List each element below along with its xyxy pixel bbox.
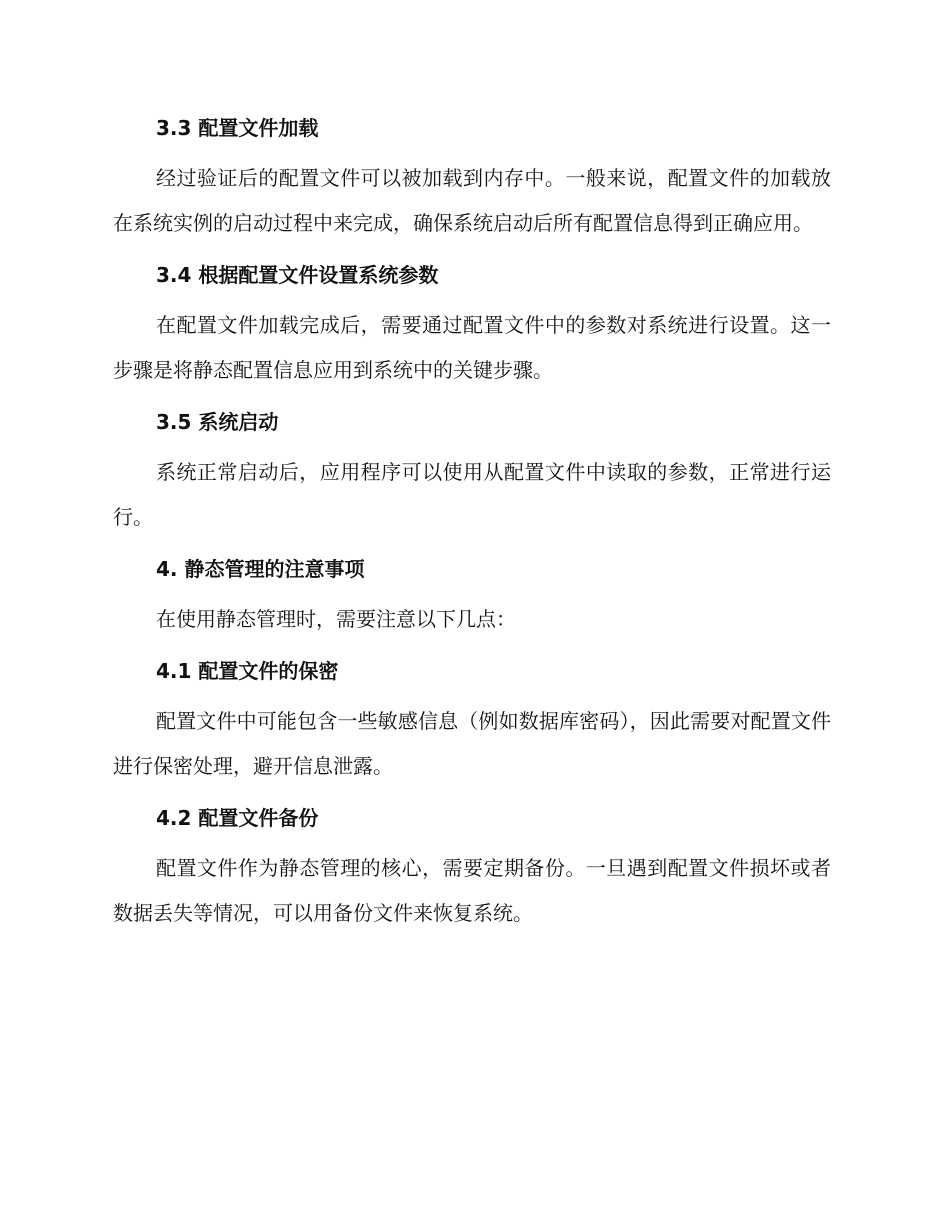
section-paragraph-3-5: 系统正常启动后，应用程序可以使用从配置文件中读取的参数，正常进行运行。 (113, 460, 831, 529)
section-paragraph-3-3: 经过验证后的配置文件可以被加载到内存中。一般来说，配置文件的加载放在系统实例的启动过程中来完成，确保系统启动后所有配置信息得到正确应用。 (113, 166, 831, 235)
section-heading-3-5: 3.5 系统启动 (156, 410, 279, 434)
section-paragraph-4-2: 配置文件作为静态管理的核心，需要定期备份。一旦遇到配置文件损坏或者数据丢失等情况，可以用备份文件来恢复系统。 (113, 856, 831, 925)
section-paragraph-3-4: 在配置文件加载完成后，需要通过配置文件中的参数对系统进行设置。这一步骤是将静态配置信息应用到系统中的关键步骤。 (113, 313, 831, 382)
section-heading-4-1: 4.1 配置文件的保密 (156, 659, 339, 683)
section-heading-4-2: 4.2 配置文件备份 (156, 806, 319, 830)
section-heading-3-3: 3.3 配置文件加载 (156, 116, 319, 140)
section-heading-4: 4. 静态管理的注意事项 (156, 557, 365, 581)
section-paragraph-4: 在使用静态管理时，需要注意以下几点： (156, 607, 516, 631)
section-heading-3-4: 3.4 根据配置文件设置系统参数 (156, 263, 439, 287)
section-paragraph-4-1: 配置文件中可能包含一些敏感信息（例如数据库密码），因此需要对配置文件进行保密处理，避开信息泄露。 (113, 709, 831, 778)
document-body (113, 110, 831, 936)
